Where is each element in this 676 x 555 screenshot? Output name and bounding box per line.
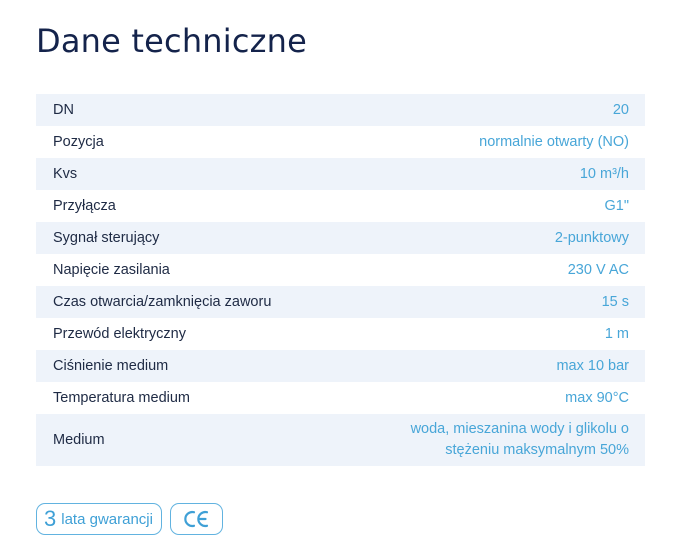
- spec-label: Kvs: [53, 166, 78, 182]
- spec-value: 20: [612, 101, 629, 118]
- spec-value-line: woda, mieszanina wody i glikolu o: [410, 421, 629, 437]
- spec-value: 1 m: [604, 325, 629, 342]
- spec-label: Przewód elektryczny: [53, 326, 186, 342]
- spec-value: max 10 bar: [556, 357, 629, 374]
- badge-row: [36, 503, 223, 535]
- spec-row-medium-pressure: [36, 350, 645, 382]
- spec-row-kvs: [36, 158, 645, 190]
- spec-row-position: [36, 126, 645, 158]
- spec-label: Napięcie zasilania: [53, 262, 170, 278]
- spec-row-supply-voltage: [36, 254, 645, 286]
- spec-label: Przyłącza: [53, 198, 116, 214]
- spec-label: Temperatura medium: [53, 390, 190, 406]
- spec-label: Ciśnienie medium: [53, 358, 169, 374]
- warranty-text: lata gwarancji: [61, 510, 153, 528]
- spec-value: 10 m³/h: [579, 165, 629, 182]
- spec-value-line: stężeniu maksymalnym 50%: [445, 442, 629, 458]
- spec-value: 230 V AC: [567, 261, 629, 278]
- spec-value: 15 s: [601, 293, 629, 310]
- spec-row-medium: [36, 414, 645, 466]
- spec-label: Czas otwarcia/zamknięcia zaworu: [53, 294, 272, 310]
- spec-value: G1": [604, 197, 629, 214]
- spec-row-dn: [36, 94, 645, 126]
- page-title: Dane techniczne: [36, 22, 308, 60]
- spec-row-open-close-time: [36, 286, 645, 318]
- spec-label: Sygnał sterujący: [53, 230, 160, 246]
- spec-label: DN: [53, 102, 74, 118]
- technical-specs-table: [36, 94, 645, 466]
- spec-value: max 90°C: [565, 389, 629, 406]
- warranty-badge: [36, 503, 162, 535]
- spec-value: [411, 419, 629, 461]
- spec-row-medium-temperature: [36, 382, 645, 414]
- ce-badge: [170, 503, 223, 535]
- spec-label: Pozycja: [53, 134, 104, 150]
- spec-row-control-signal: [36, 222, 645, 254]
- warranty-years-number: 3: [44, 506, 57, 531]
- spec-value: 2-punktowy: [554, 229, 629, 246]
- spec-row-connections: [36, 190, 645, 222]
- spec-row-electric-cable: [36, 318, 645, 350]
- spec-value: normalnie otwarty (NO): [479, 133, 629, 150]
- spec-label: Medium: [53, 432, 105, 448]
- ce-mark-icon: [182, 509, 210, 529]
